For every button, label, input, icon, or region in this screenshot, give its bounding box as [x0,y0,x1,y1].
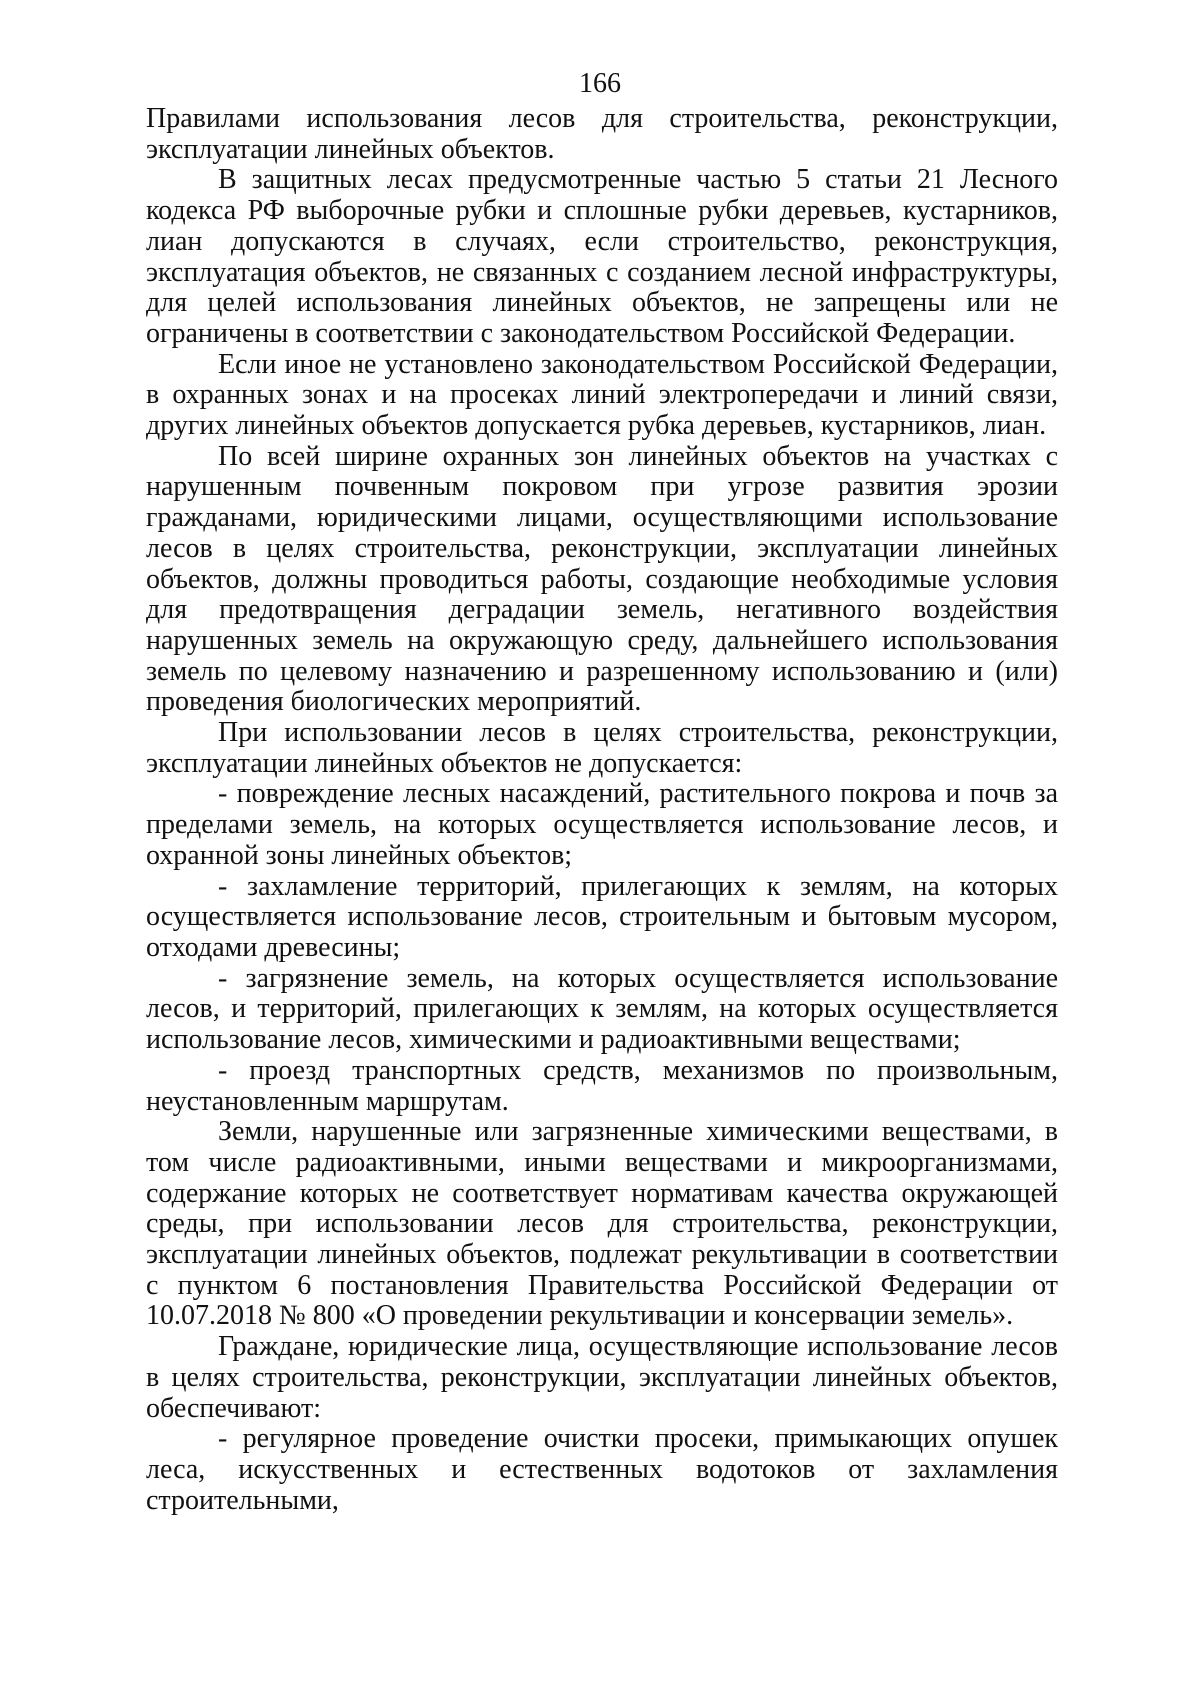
paragraph: Земли, нарушенные или загрязненные химическими веществами, в том числе радиоактивными, иными веществами и микроорганизмами, содержание которых не соответствует нормативам качества окружающей среды, при использовании лесов для строительства, реконструкции, эксплуатации линейных объектов, подлежат рекультивации в соответствии с пунктом 6 постановления Правительства Российской Федерации от 10.07.2018 № 800 «О проведении рекультивации и консервации земель». [146,1116,1058,1332]
list-item: - загрязнение земель, на которых осуществляется использование лесов, и территорий, прилегающих к землям, на которых осуществляется использование лесов, химическими и радиоактивными веществами; [146,962,1058,1056]
list-item: - регулярное проведение очистки просеки, примыкающих опушек леса, искусственных и естественных водотоков от захламления строительными, [146,1423,1058,1516]
paragraph: В защитных лесах предусмотренные частью 5 статьи 21 Лесного кодекса РФ выборочные рубки и сплошные рубки деревьев, кустарников, лиан допускаются в случаях, если строительство, реконструкция, эксплуатация объектов, не связанных с созданием лесной инфраструктуры, для целей использования линейных объектов, не запрещены или не ограничены в соответствии с законодательством Российской Федерации. [146,164,1058,349]
paragraph: При использовании лесов в целях строительства, реконструкции, эксплуатации линейных объектов не допускается: [146,717,1058,779]
list-item: - проезд транспортных средств, механизмов по произвольным, неустановленным маршрутам. [146,1054,1058,1117]
paragraph: По всей ширине охранных зон линейных объектов на участках с нарушенным почвенным покровом при угрозе развития эрозии гражданами, юридическими лицами, осуществляющими использование лесов в целях строительства, реконструкции, эксплуатации линейных объектов, должны проводиться работы, создающие необходимые условия для предотвращения деградации земель, негативного воздействия нарушенных земель на окружающую среду, дальнейшего использования земель по целевому назначению и разрешенному использованию и (или) проведения биологических мероприятий. [146,440,1058,718]
document-body [146,104,1058,1516]
paragraph: Граждане, юридические лица, осуществляющие использование лесов в целях строительства, реконструкции, эксплуатации линейных объектов, обеспечивают: [146,1331,1058,1424]
paragraph: Если иное не установлено законодательством Российской Федерации, в охранных зонах и на просеках линий электропередачи и линий связи, других линейных объектов допускается рубка деревьев, кустарников, лиан. [146,348,1058,442]
list-item: - повреждение лесных насаждений, растительного покрова и почв за пределами земель, на которых осуществляется использование лесов, и охранной зоны линейных объектов; [146,778,1058,871]
page-number: 166 [579,68,621,99]
paragraph-continuation: Правилами использования лесов для строительства, реконструкции, эксплуатации линейных объектов. [146,103,1058,165]
list-item: - захламление территорий, прилегающих к землям, на которых осуществляется использование лесов, строительным и бытовым мусором, отходами древесины; [146,870,1058,963]
